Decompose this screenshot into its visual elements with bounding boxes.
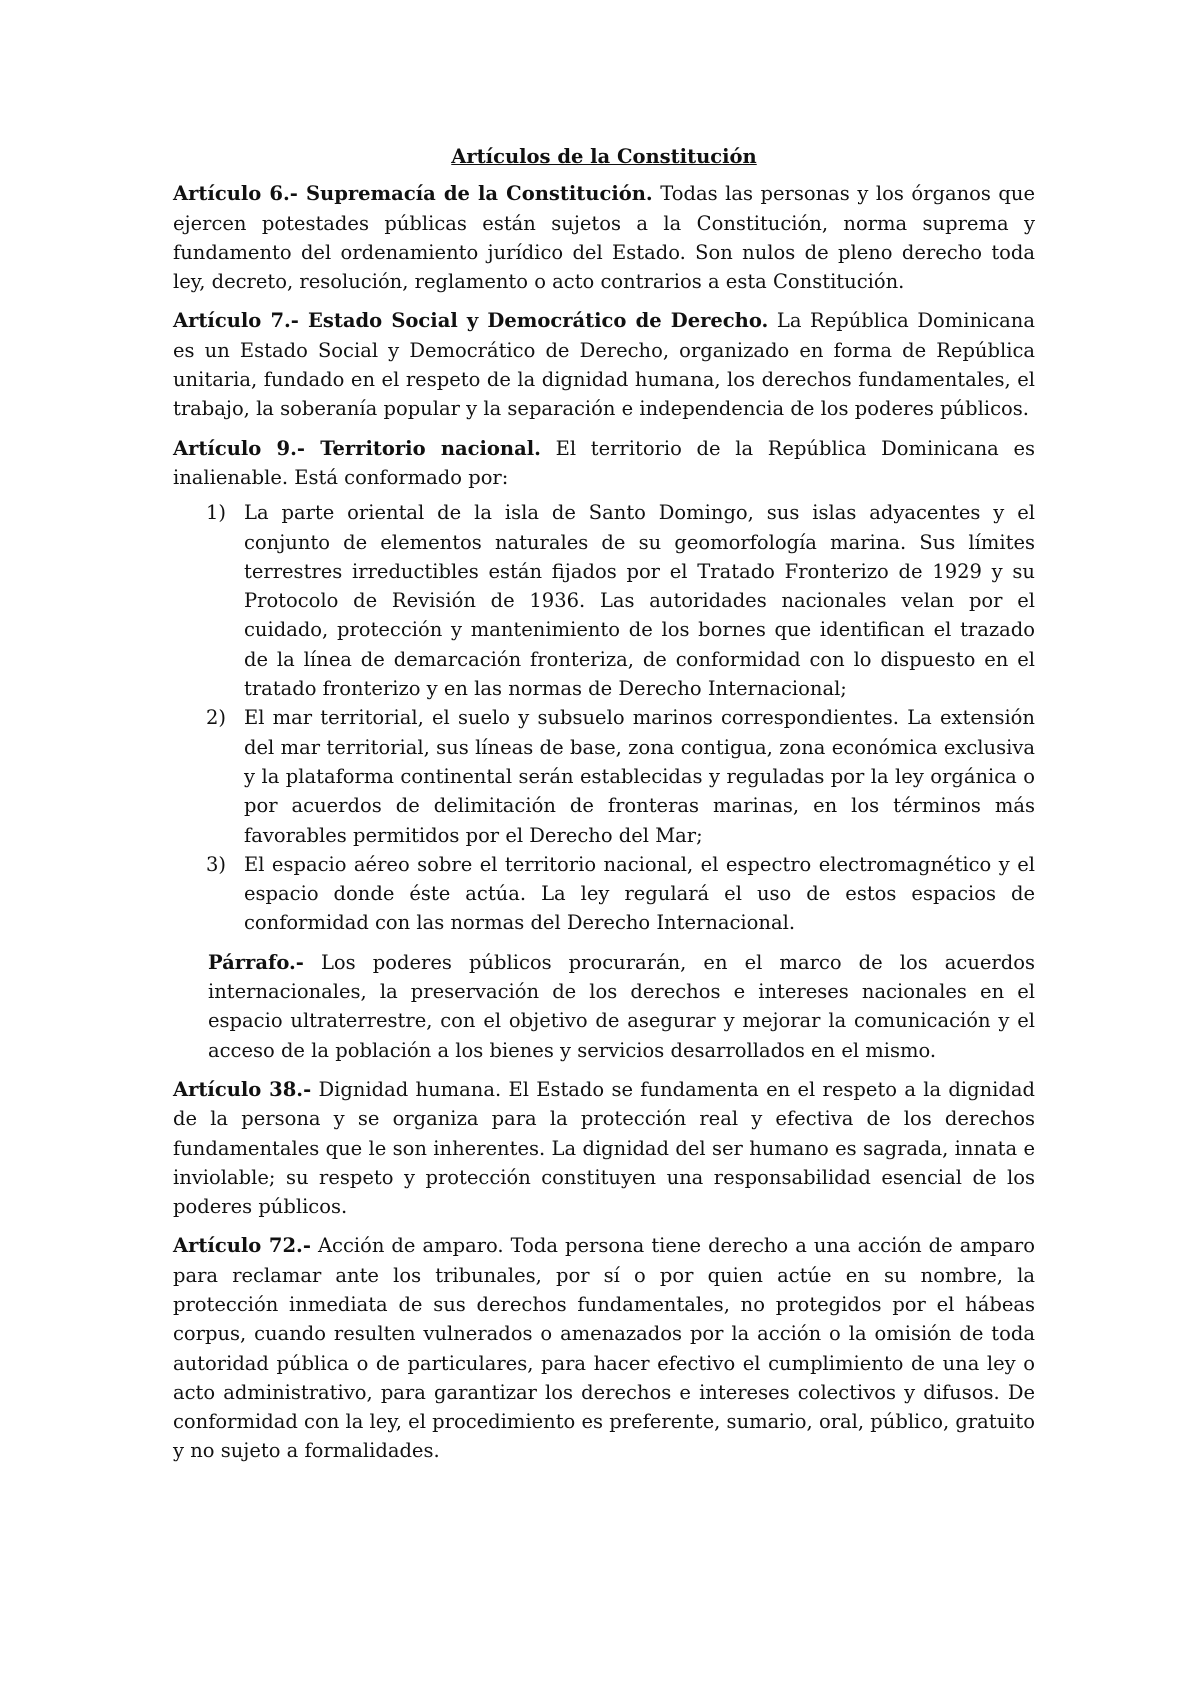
article-7 (173, 306, 1035, 423)
list-item (173, 703, 1035, 849)
list-item-number: 3) (206, 852, 227, 876)
list-item (173, 498, 1035, 703)
article-7-text: La República Dominicana es un Estado Social y Democrático de Derecho, organizado en forma de República unitaria, fundado en el respeto de la dignidad humana, los derechos fundamentales, el trabajo, la soberanía popular y la separación e independencia de los poderes públicos. (173, 309, 1035, 421)
parrafo-text: Los poderes públicos procurarán, en el marco de los acuerdos internacionales, la preservación de los derechos e intereses nacionales en el espacio ultraterrestre, con el objetivo de asegurar y mejorar la comunicación y el acceso de la población a los bienes y servicios desarrollados en el mismo. (208, 950, 1035, 1062)
article-9-heading: Artículo 9.- Territorio nacional. (173, 436, 541, 460)
list-item-text: La parte oriental de la isla de Santo Domingo, sus islas adyacentes y el conjunto de elementos naturales de su geomorfología marina. Sus límites terrestres irreductibles están fijados por el Tratado Fronterizo de 1929 y su Protocolo de Revisión de 1936. Las autoridades nacionales velan por el cuidado, protección y mantenimiento de los bornes que identifican el trazado de la línea de demarcación fronteriza, de conformidad con lo dispuesto en el tratado fronterizo y en las normas de Derecho Internacional; (244, 501, 1035, 701)
article-9-text: El territorio de la República Dominicana es inalienable. Está conformado por: (173, 436, 1035, 489)
article-6 (173, 179, 1035, 296)
list-item-number: 1) (206, 501, 227, 525)
article-72 (173, 1231, 1035, 1465)
article-9-parrafo (173, 948, 1035, 1065)
article-72-heading: Artículo 72.- (173, 1234, 311, 1258)
parrafo-heading: Párrafo.- (208, 950, 304, 974)
list-item-text: El mar territorial, el suelo y subsuelo marinos correspondientes. La extensión del mar territorial, sus líneas de base, zona contigua, zona económica exclusiva y la plataforma continental serán establecidas y reguladas por la ley orgánica o por acuerdos de delimitación de fronteras marinas, en los términos más favorables permitidos por el Derecho del Mar; (244, 706, 1035, 847)
article-38-text: Dignidad humana. El Estado se fundamenta en el respeto a la dignidad de la persona y se organiza para la protección real y efectiva de los derechos fundamentales que le son inherentes. La dignidad del ser humano es sagrada, innata e inviolable; su respeto y protección constituyen una responsabilidad esencial de los poderes públicos. (173, 1077, 1035, 1219)
document-page (173, 142, 1035, 1476)
article-6-heading: Artículo 6.- Supremacía de la Constitución. (173, 182, 653, 206)
list-item-text: El espacio aéreo sobre el territorio nacional, el espectro electromagnético y el espacio donde éste actúa. La ley regulará el uso de estos espacios de conformidad con las normas del Derecho Internacional. (244, 852, 1035, 935)
article-7-heading: Artículo 7.- Estado Social y Democrático de Derecho. (173, 309, 769, 333)
article-6-text: Todas las personas y los órganos que ejercen potestades públicas están sujetos a la Constitución, norma suprema y fundamento del ordenamiento jurídico del Estado. Son nulos de pleno derecho toda ley, decreto, resolución, reglamento o acto contrarios a esta Constitución. (173, 182, 1035, 294)
article-9-list (173, 498, 1035, 937)
list-item (173, 850, 1035, 938)
article-72-text: Acción de amparo. Toda persona tiene derecho a una acción de amparo para reclamar ante los tribunales, por sí o por quien actúe en su nombre, la protección inmediata de sus derechos fundamentales, no protegidos por el hábeas corpus, cuando resulten vulnerados o amenazados por la acción o la omisión de toda autoridad pública o de particulares, para hacer efectivo el cumplimiento de una ley o acto administrativo, para garantizar los derechos e intereses colectivos y difusos. De conformidad con la ley, el procedimiento es preferente, sumario, oral, público, gratuito y no sujeto a formalidades. (173, 1234, 1035, 1463)
list-item-number: 2) (206, 706, 227, 730)
article-38 (173, 1075, 1035, 1221)
document-title: Artículos de la Constitución (451, 145, 757, 168)
article-38-heading: Artículo 38.- (173, 1077, 312, 1101)
article-9 (173, 434, 1035, 493)
